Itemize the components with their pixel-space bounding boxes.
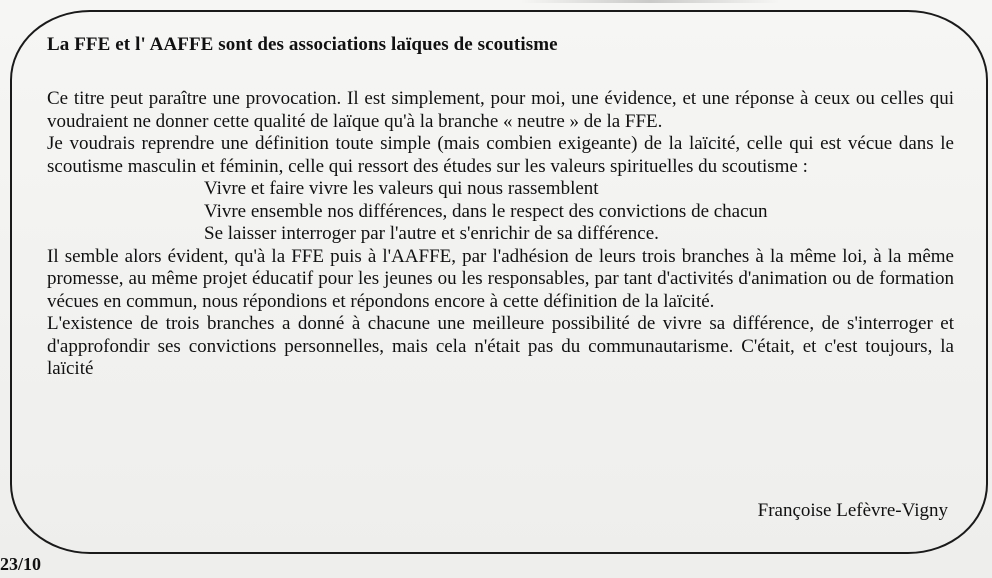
article-title: La FFE et l' AAFFE sont des associations laïques de scoutisme <box>47 34 558 55</box>
scan-artifact <box>520 0 780 3</box>
paragraph-evidence: Il semble alors évident, qu'à la FFE puis à l'AAFFE, par l'adhésion de leurs trois branches à la même loi, à la même promesse, au même projet éducatif pour les jeunes ou les responsables, par tant d'activités d'animation ou de formation vécues en commun, nous répondions et répondons encore à cette définition de la laïcité. <box>47 245 954 312</box>
paragraph-definition: Je voudrais reprendre une définition toute simple (mais combien exigeante) de la laïcité, celle qui est vécue dans le scoutisme masculin et féminin, celle qui ressort des études sur les valeurs spirituelles du scoutisme : <box>47 133 954 177</box>
paragraph-conclusion: L'existence de trois branches a donné à chacune une meilleure possibilité de vivre sa différence, de s'interroger et d'approfondir ses convictions personnelles, mais cela n'était pas du communautarisme. C'était, et c'est toujours, la laïcité <box>47 313 954 379</box>
value-item: Vivre et faire vivre les valeurs qui nous rassemblent <box>204 178 599 199</box>
value-item: Se laisser interroger par l'autre et s'enrichir de sa différence. <box>204 223 659 244</box>
value-item: Vivre ensemble nos différences, dans le respect des convictions de chacun <box>204 200 768 222</box>
article-body <box>47 88 954 381</box>
page-number: 23/10 <box>0 554 42 574</box>
author-signature: Françoise Lefèvre-Vigny <box>757 500 948 521</box>
paragraph-intro: Ce titre peut paraître une provocation. Il est simplement, pour moi, une évidence, et une réponse à ceux ou celles qui voudraient ne donner cette qualité de laïque qu'à la branche « neutre » de la FFE. <box>47 88 954 132</box>
values-list <box>47 178 954 246</box>
